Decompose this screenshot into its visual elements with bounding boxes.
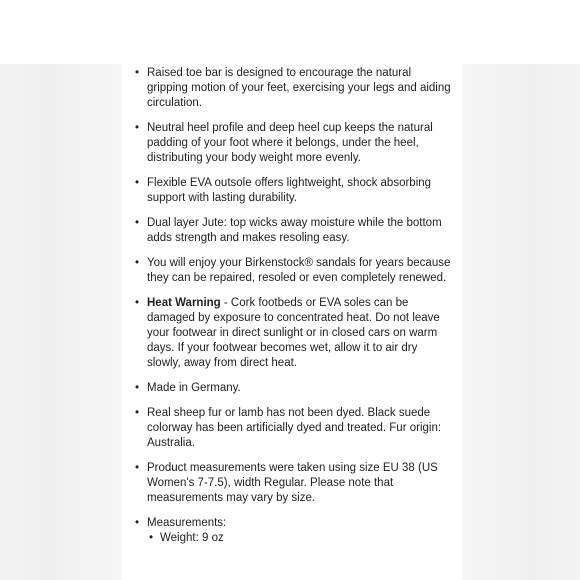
list-item-heat-warning xyxy=(135,296,453,371)
feature-list xyxy=(135,66,453,556)
right-background-panel xyxy=(462,64,580,580)
list-item-heel-profile: • Neutral heel profile and deep heel cup keeps the natural padding of your foot where it belongs, under the heel, distributing your body weight more evenly. xyxy=(135,121,453,166)
list-item-fur: • Real sheep fur or lamb has not been dyed. Black suede colorway has been artificially dyed and treated. Fur origin: Australia. xyxy=(135,406,453,451)
list-item-jute: • Dual layer Jute: top wicks away moisture while the bottom adds strength and makes resoling easy. xyxy=(135,216,453,246)
left-background-panel xyxy=(0,64,122,580)
heat-warning-label: Heat Warning xyxy=(147,297,221,309)
measurements-label: Measurements: xyxy=(147,517,227,529)
measurement-weight: • Weight: 9 oz xyxy=(147,531,453,546)
list-item-measurements xyxy=(135,516,453,546)
list-item-made-in: • Made in Germany. xyxy=(135,381,453,396)
list-item-eva-outsole: • Flexible EVA outsole offers lightweight, shock absorbing support with lasting durability. xyxy=(135,176,453,206)
list-item-repairable: • You will enjoy your Birkenstock® sandals for years because they can be repaired, resoled or even completely renewed. xyxy=(135,256,453,286)
list-item-product-measurements: • Product measurements were taken using size EU 38 (US Women's 7-7.5), width Regular. Please note that measurements may vary by size. xyxy=(135,461,453,506)
heat-warning-text: - Cork footbeds or EVA soles can be damaged by exposure to concentrated heat. Do not leave your footwear in direct sunlight or in closed cars on warm days. If your footwear becomes wet, allow it to air dry slowly, away from direct heat. xyxy=(147,297,440,369)
list-item-toe-bar: • Raised toe bar is designed to encourage the natural gripping motion of your feet, exercising your legs and aiding circulation. xyxy=(135,66,453,111)
product-description-panel xyxy=(122,64,462,580)
measurements-sublist xyxy=(147,531,453,546)
